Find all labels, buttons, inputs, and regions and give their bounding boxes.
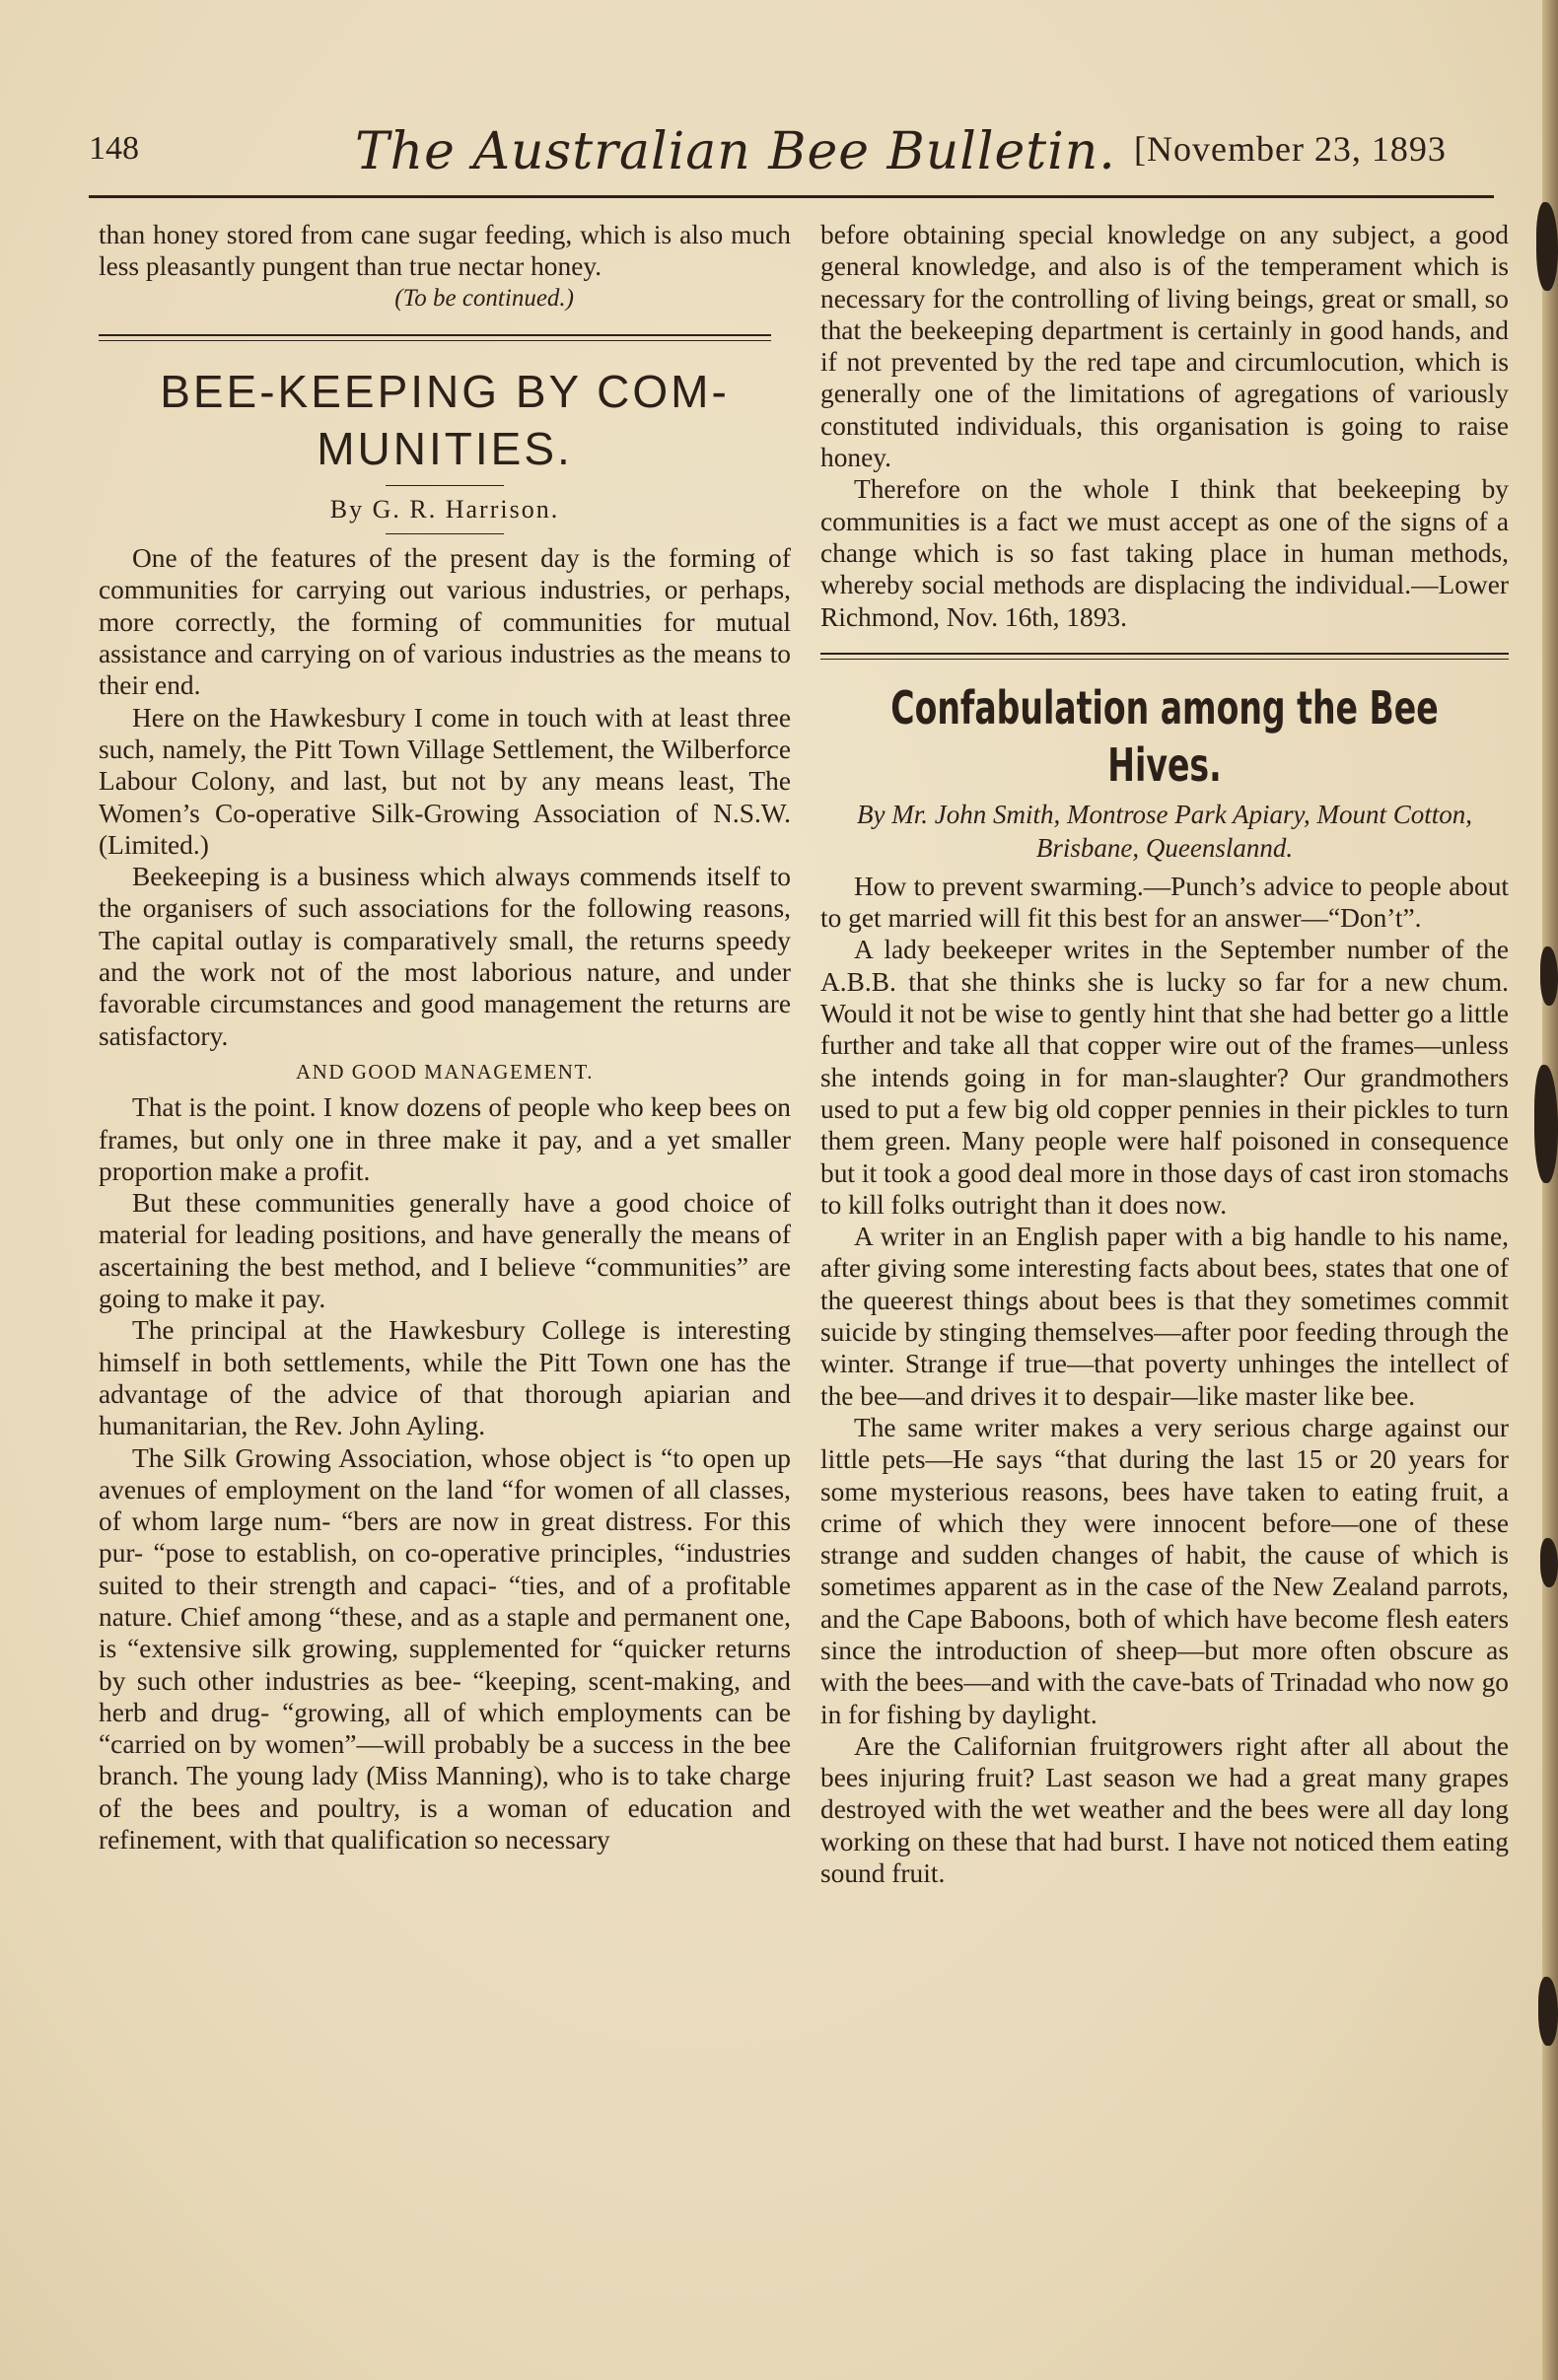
issue-date: [November 23, 1893 [1134,129,1447,169]
right-column [820,219,1509,1889]
paragraph: Beekeeping is a business which always commends itself to the organisers of such associations for the following reasons, The capital outlay is comparatively small, the returns speedy and the work not of the most laborious nature, and under favorable circumstances and good management the returns are satisfactory. [99,862,791,1051]
paragraph: How to prevent swarming.—Punch’s advice to people about to get married will fit this best for an answer—“Don’t”. [820,871,1509,934]
paragraph: One of the features of the present day is the forming of communities for carrying out various industries, or perhaps, more correctly, the forming of communities for mutual assistance and carrying on of various industries as the means to their end. [99,543,791,701]
article-byline: By G. R. Harrison. [329,494,560,524]
section-divider [99,334,771,341]
paragraph: Are the Californian fruitgrowers right after all about the bees injuring fruit? Last season we had a great many grapes destroyed with the wet weather and the bees were all day long working on these that had burst. I have not noticed them eating sound fruit. [820,1730,1509,1889]
page-tear [1540,1538,1558,1587]
paragraph: The principal at the Hawkesbury College is interesting himself in both settlements, while the Pitt Town one has the advantage of the advice of that thorough apiarian and humanitarian, the Rev. John Ayling. [99,1315,791,1441]
paragraph: A lady beekeeper writes in the September number of the A.B.B. that she thinks she is lucky so far for a new chum. Would it not be wise to gently hint that she had better go a little further and take all that copper wire out of the frames—unless she intends going in for man-slaughter? Our grandmothers used to put a few big old copper pennies in their pickles to turn them green. Many people were half poisoned in consequence but it took a good deal more in those days of cast iron stomachs to kill folks outright than it does now. [820,935,1509,1220]
paragraph: The Silk Growing Association, whose object is “to open up avenues of employment on the land “for women of all classes, of whom large num- “bers are now in great distress. For this pur- “pose to establish, on co-operative principles, “industries suited to their strength and capaci- “ties, and of a profitable nature. Chief among “these, and as a staple and permanent one, is “extensive silk growing, supplemented for “quicker returns by such other industries as bee- “keeping, scent-making, and herb and drug- “growing, all of which employments can be “carried on by women”—will probably be a success in the bee branch. The young lady (Miss Manning), who is to take charge of the bees and poultry, is a woman of education and refinement, with that qualification so necessary [99,1442,791,1855]
article-title [99,363,791,477]
paragraph: Therefore on the whole I think that beekeeping by communities is a fact we must accept as one of the signs of a change which is so fast taking place in human methods, whereby social methods are displacing the individual.—Lower Richmond, Nov. 16th, 1893. [820,474,1509,632]
paragraph: before obtaining special knowledge on any subject, a good general knowledge, and also is of the temperament which is necessary for the controlling of living beings, great or small, so that the beekeeping department is certainly in good hands, and if not prevented by the red tape and circumlocution, which is generally one of the limitations of agregations of variously constituted individuals, this organisation is going to raise honey. [820,220,1509,473]
paragraph: A writer in an English paper with a big handle to his name, after giving some interesting facts about bees, states that one of the queerest things about bees is that they sometimes commit suicide by stinging themselves—after poor feeding through the winter. Strange if true—that poverty unhinges the intellect of the bee—and drives it to despair—like master like bee. [820,1222,1509,1411]
article2-byline: By Mr. John Smith, Montrose Park Apiary, Mount Cotton, Brisbane, Queenslannd. [857,799,1472,863]
page-number: 148 [89,130,139,167]
to-be-continued: (To be continued.) [394,284,574,312]
section-divider [820,653,1509,660]
title-rule [386,485,504,486]
continued-text: than honey stored from cane sugar feeding, which is also much less pleasantly pungent than true nectar honey. [99,220,791,282]
article-title-line2: MUNITIES. [317,422,573,474]
journal-title: The Australian Bee Bulletin. [355,122,1116,181]
page-header [89,116,1494,205]
article2-title: Confabulation among the Bee Hives. [890,680,1439,792]
subheading: AND GOOD MANAGEMENT. [295,1059,594,1084]
paragraph: Here on the Hawkesbury I come in touch with at least three such, namely, the Pitt Town Village Settlement, the Wilberforce Labour Colony, and last, but not by any means least, The Women’s Co-operative Silk-Growing Association of N.S.W. (Limited.) [99,702,791,860]
byline-rule [386,533,504,534]
paragraph: That is the point. I know dozens of people who keep bees on frames, but only one in three make it pay, and a yet smaller proportion make a profit. [99,1092,791,1186]
article-title-line1: BEE-KEEPING BY COM- [160,365,730,417]
paragraph: But these communities generally have a good choice of material for leading positions, and have generally the means of ascertaining the best method, and I believe “communities” are going to make it pay. [99,1188,791,1314]
header-rule [89,195,1494,198]
paragraph: The same writer makes a very serious charge against our little pets—He says “that during the last 15 or 20 years for some mysterious reasons, bees have taken to eating fruit, a crime of which they were innocent before—one of these strange and sudden changes of habit, the cause of which is sometimes apparent as in the case of the New Zealand parrots, and the Cape Baboons, both of which have become flesh eaters since the introduction of sheep—but more often obscure as with the bees—and with the cave-bats of Trinadad who now go in for fishing by daylight. [820,1412,1509,1729]
left-column [99,219,791,1855]
